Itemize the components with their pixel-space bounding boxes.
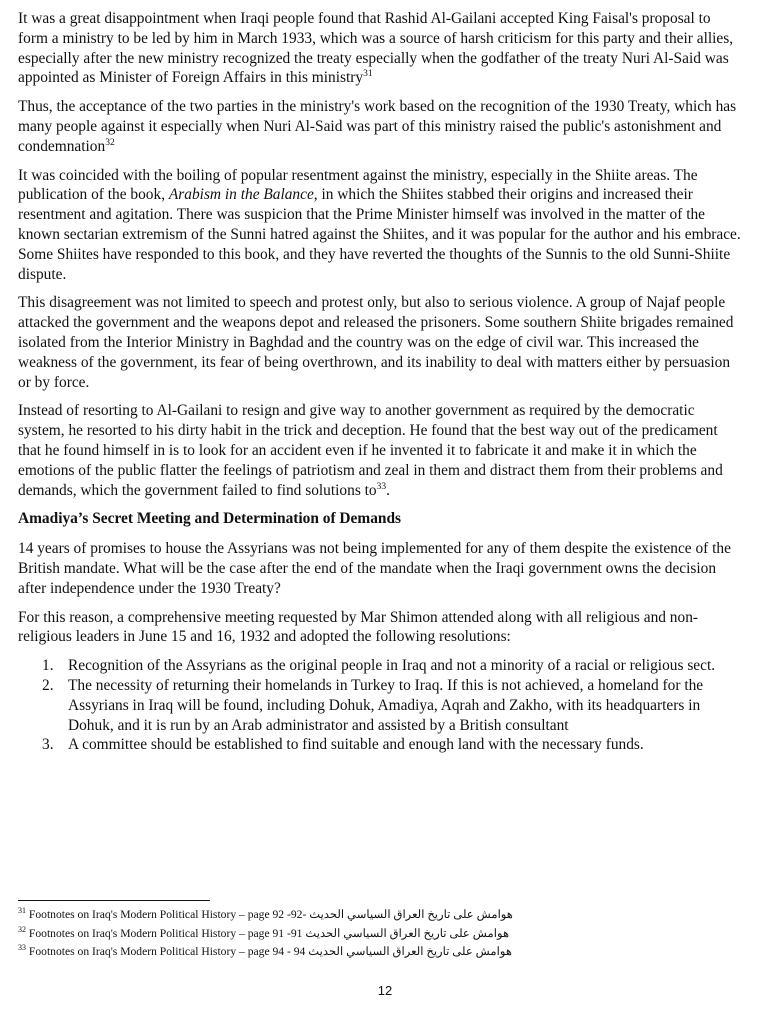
list-item bbox=[18, 656, 742, 676]
list-number: 2. bbox=[42, 676, 54, 694]
footnote-number: 31 bbox=[18, 906, 26, 915]
paragraph-treaty-acceptance bbox=[18, 97, 742, 156]
book-title: Arabism in the Balance bbox=[168, 186, 314, 204]
paragraph-text: It was coincided with the boiling of popular resentment against the ministry, especially in the Shiite areas. The publication of the book, bbox=[18, 166, 698, 204]
footnote-number: 32 bbox=[18, 924, 26, 934]
footnotes bbox=[18, 906, 578, 962]
footnote bbox=[18, 943, 578, 962]
page-body bbox=[18, 9, 742, 755]
paragraph-promises: 14 years of promises to house the Assyrians was not being implemented for any of them despite the existence of the British mandate. What will be the case after the end of the mandate when the Iraqi government owns the decision after independence under the 1930 Treaty? bbox=[18, 540, 731, 597]
footnote-ref: 33 bbox=[376, 481, 387, 492]
paragraph-text: , in which the Shiites stabbed their origins and increased their resentment and agitation. There was suspicion that the Prime Minister himself was involved in the matter of the known sectarian extremism of the Sunni hatred against the Shiites, and it was popular for the author and his embrace. Some Shiites have responded to this book, and they have reverted the thoughts of the Sunnis to the old Sunni-Shiite dispute. bbox=[18, 186, 741, 283]
list-item bbox=[18, 735, 742, 755]
list-number: 1. bbox=[42, 657, 54, 675]
section-heading: Amadiya’s Secret Meeting and Determination of Demands bbox=[18, 510, 402, 528]
paragraph-gailani-deception: Instead of resorting to Al-Gailani to resign and give way to another government as required by the democratic system, he resorted to his dirty habit in the trick and deception. He found that the best way out of the predicament that he found himself in is to look for an accident even if he invented it to fabricate it and make it in which the emotions of the public flatter the feelings of patriotism and zeal in them and distract them from their problems and demands, which the government failed to find solutions $to^{33}$. bbox=[18, 402, 723, 499]
paragraph-text: It was a great disappointment when Iraqi people found that Rashid Al-Gailani accepted King Faisal's proposal to form a ministry to be led by him in March 1933, which was a source of harsh criticism for this party and their allies, especially after the new ministry recognized the treaty especially when the godfather of the treaty Nuri Al-Said was appointed as Minister of Foreign Affairs in this ministry bbox=[18, 10, 734, 87]
paragraph-text: This disagreement was not limited to speech and protest only, but also to serious violence. A group of Najaf people attacked the government and the weapons depot and released the prisoners. Some southern Shiite brigades remained isolated from the Interior Ministry in Baghdad and the country was on the edge of civil war. This increased the weakness of the government, its fear of being overthrown, and its inability to deal with matters either by persuasion or by force. bbox=[18, 294, 734, 391]
footnote-text: Footnotes on Iraq's Modern Political History – page 92 -92- هوامش على تاريخ العراق السياسي الحديث bbox=[28, 908, 513, 921]
list-item-text: The necessity of returning their homelands in Turkey to Iraq. If this is not achieved, a homeland for the Assyrians in Iraq will be found, including Dohuk, Amadiya, Aqrah and Zakho, with its headquarters in Dohuk, and it is run by an Arab administrator and assisted by a British consultant bbox=[68, 676, 704, 734]
paragraph-gailani-ministry bbox=[18, 9, 742, 88]
footnote-ref: 31 bbox=[363, 69, 373, 80]
paragraph-shiite-resentment bbox=[18, 166, 742, 285]
list-item-text: A committee should be established to find suitable and enough land with the necessary funds. bbox=[68, 736, 644, 754]
list-item bbox=[18, 676, 742, 735]
paragraph-violence bbox=[18, 293, 742, 392]
list-number: 3. bbox=[42, 736, 54, 754]
paragraph-meeting: For this reason, a comprehensive meeting requested by Mar Shimon attended along with all religious and non-religious leaders in June 15 and 16, 1932 and adopted the following resolutions: bbox=[18, 608, 699, 646]
footnote bbox=[18, 906, 578, 925]
resolutions-list bbox=[18, 656, 742, 755]
footnote-ref: 32 bbox=[105, 137, 115, 148]
page-number: 12 bbox=[377, 983, 393, 998]
paragraph-text: Thus, the acceptance of the two parties in the ministry's work based on the recognition of the 1930 Treaty, which has many people against it especially when Nuri Al-Said was part of this ministry raised the public's astonishment and condemnation bbox=[18, 98, 737, 155]
footnote bbox=[18, 925, 578, 944]
footnote-text: Footnotes on Iraq's Modern Political History – page 94 - 94 هوامش على تاريخ العراق السياسي الحديث bbox=[28, 945, 512, 959]
footnote-number: 33 bbox=[18, 943, 26, 953]
footnote-text: Footnotes on Iraq's Modern Political History – page 91 -91 هوامش على تاريخ العراق السياسي الحديث bbox=[28, 926, 510, 940]
paragraph-text: Instead of resorting to Al-Gailani to resign and give way to another government as required by the democratic system, he resorted to his dirty habit in the trick and deception. He found that the best way out of the predicament that he found himself in is to look for an accident even if he invented it to fabricate it and make it in which the emotions of the public flatter the feelings of patriotism and zeal in them and distract them from their problems and demands, which the government failed to find solutions to bbox=[18, 402, 723, 499]
footnote-separator bbox=[18, 900, 210, 901]
list-item-text: Recognition of the Assyrians as the original people in Iraq and not a minority of a racial or religious sect. bbox=[68, 657, 716, 675]
